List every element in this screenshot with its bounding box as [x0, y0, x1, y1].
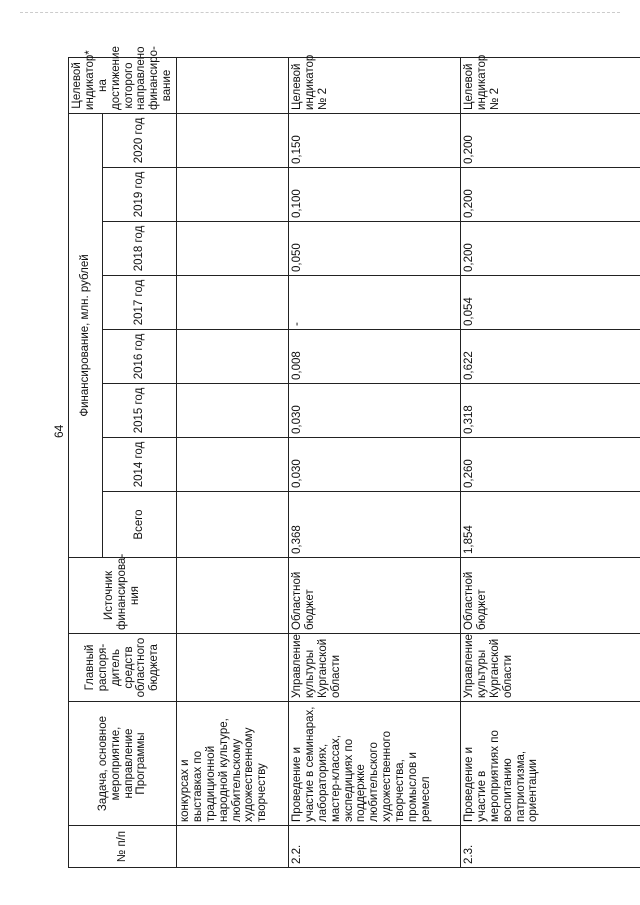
cell-2015 [177, 384, 289, 438]
financing-table [68, 46, 640, 868]
cell-num: 2.2. [289, 826, 461, 868]
header-2020: 2020 год [103, 113, 177, 167]
rotated-table-container [68, 46, 621, 868]
cell-2014: 0,260 [461, 438, 640, 492]
header-source: Источник финансирова-ния [69, 558, 177, 634]
header-2019: 2019 год [103, 168, 177, 222]
cell-2016: 0,622 [461, 330, 640, 384]
cell-admin [177, 634, 289, 702]
table-row [461, 57, 640, 867]
cell-2017 [177, 276, 289, 330]
cell-2014: 0,030 [289, 438, 461, 492]
table-row [177, 57, 289, 867]
header-total: Всего [103, 492, 177, 558]
cell-2015: 0,318 [461, 384, 640, 438]
cell-task: Проведение и участие в мероприятиях по воспитанию патриотизма, ориентации [461, 702, 640, 826]
cell-total [177, 492, 289, 558]
cell-indicator: Целевой индикатор № 2 [289, 57, 461, 113]
header-financing: Финансирование, млн. рублей [69, 113, 103, 557]
cell-2020: 0,200 [461, 113, 640, 167]
header-admin: Главный распоря-дитель средств областного бюджета [69, 634, 177, 702]
cell-2016: 0,008 [289, 330, 461, 384]
cell-2018: 0,050 [289, 222, 461, 276]
cell-2018: 0,200 [461, 222, 640, 276]
cell-2019 [177, 168, 289, 222]
cell-num [177, 826, 289, 868]
header-2016: 2016 год [103, 330, 177, 384]
cell-2018 [177, 222, 289, 276]
cell-indicator: Целевой индикатор № 2 [461, 57, 640, 113]
cell-source: Областной бюджет [461, 558, 640, 634]
cell-total: 0,368 [289, 492, 461, 558]
header-2018: 2018 год [103, 222, 177, 276]
cell-2020: 0,150 [289, 113, 461, 167]
cell-2019: 0,100 [289, 168, 461, 222]
cell-task: конкурсах и выставках по традиционной народной культуре, любительскому художественному творчеству [177, 702, 289, 826]
cell-source [177, 558, 289, 634]
header-2015: 2015 год [103, 384, 177, 438]
cell-task: Проведение и участие в семинарах, лабораториях, мастер-классах, экспедициях по поддержке любительского художественного творчества, промыслов и ремесел [289, 702, 461, 826]
cell-admin: Управление культуры Курганской области [461, 634, 640, 702]
top-margin-line [20, 12, 620, 13]
table-row [289, 57, 461, 867]
header-task: Задача, основное мероприятие, направление Программы [69, 702, 177, 826]
cell-source: Областной бюджет [289, 558, 461, 634]
cell-num: 2.3. [461, 826, 640, 868]
cell-2016 [177, 330, 289, 384]
cell-2020 [177, 113, 289, 167]
cell-indicator [177, 57, 289, 113]
header-indicator: Целевой индикатор* на достижение которого направлено финансиро-вание [69, 57, 177, 113]
cell-2017: 0,054 [461, 276, 640, 330]
cell-2014 [177, 438, 289, 492]
page-number: 64 [52, 424, 66, 438]
cell-2017: - [289, 276, 461, 330]
header-2014: 2014 год [103, 438, 177, 492]
header-2017: 2017 год [103, 276, 177, 330]
header-num: № п/п [69, 826, 177, 868]
cell-total: 1,854 [461, 492, 640, 558]
cell-2019: 0,200 [461, 168, 640, 222]
cell-admin: Управление культуры Курганской области [289, 634, 461, 702]
cell-2015: 0,030 [289, 384, 461, 438]
